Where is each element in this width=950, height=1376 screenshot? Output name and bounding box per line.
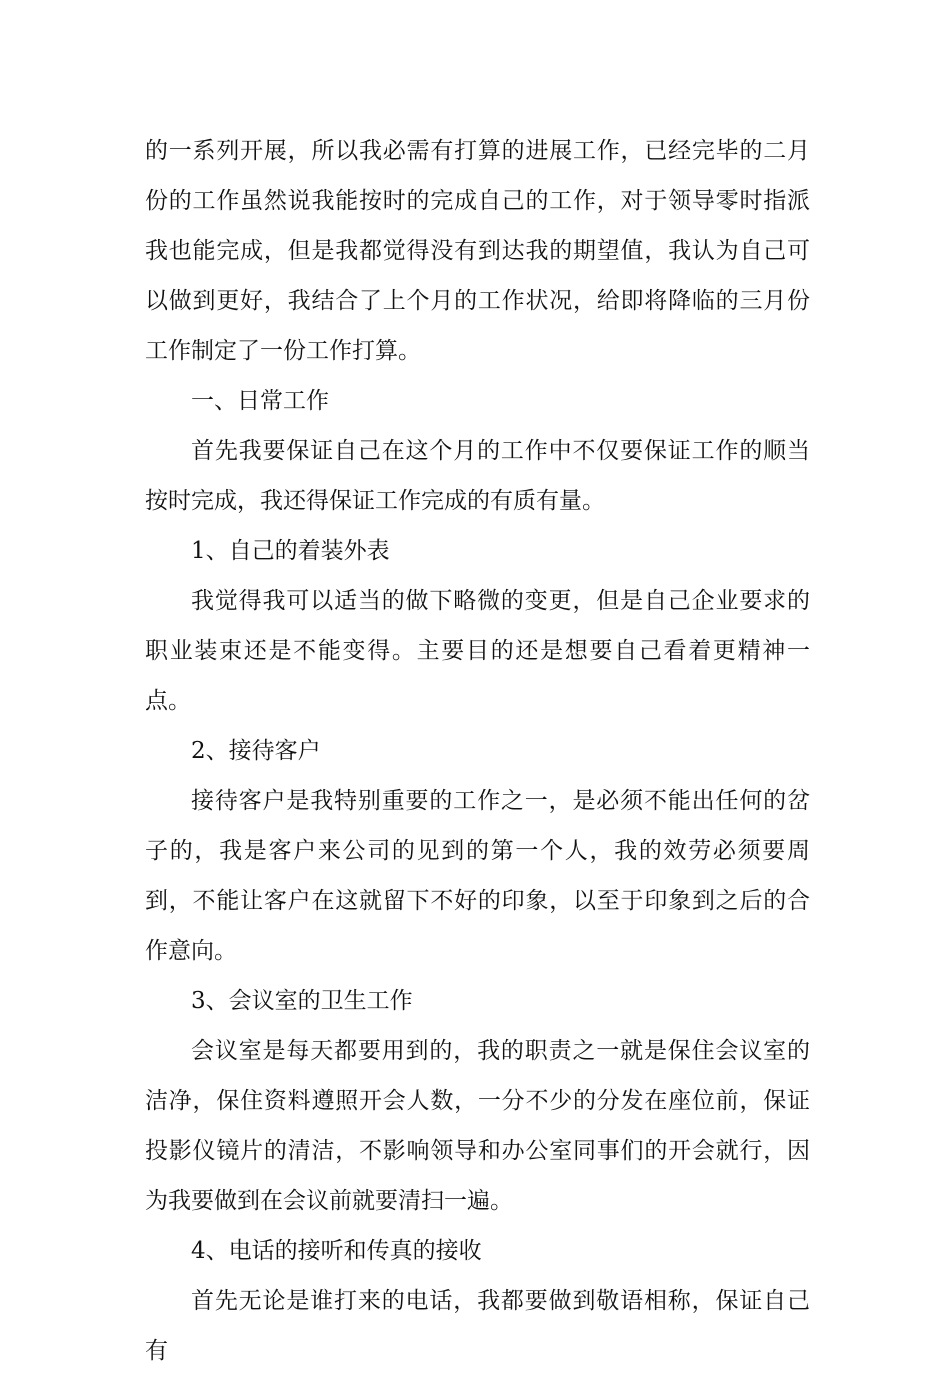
paragraph-meeting-room: 会议室是每天都要用到的，我的职责之一就是保住会议室的洁净，保住资料遵照开会人数，一分不少的分发在座位前，保证投影仪镜片的清洁，不影响领导和办公室同事们的开会就行，因为我要做到在会议前就要清扫一遍。 bbox=[145, 1038, 810, 1214]
subheading-phone-fax: 4、电话的接听和传真的接收 bbox=[191, 1238, 482, 1264]
subheading-reception: 2、接待客户 bbox=[191, 738, 321, 764]
document-body bbox=[145, 126, 810, 1376]
paragraph-reception: 接待客户是我特别重要的工作之一，是必须不能出任何的岔子的，我是客户来公司的见到的第一个人，我的效劳必须要周到，不能让客户在这就留下不好的印象，以至于印象到之后的合作意向。 bbox=[145, 788, 810, 964]
subheading-meeting-room: 3、会议室的卫生工作 bbox=[191, 988, 413, 1014]
paragraph-daily-work: 首先我要保证自己在这个月的工作中不仅要保证工作的顺当按时完成，我还得保证工作完成的有质有量。 bbox=[145, 438, 810, 514]
subheading-appearance: 1、自己的着装外表 bbox=[191, 538, 390, 564]
paragraph-appearance: 我觉得我可以适当的做下略微的变更，但是自己企业要求的职业装束还是不能变得。主要目的还是想要自己看着更精神一点。 bbox=[145, 588, 810, 714]
paragraph-phone-fax: 首先无论是谁打来的电话，我都要做到敬语相称，保证自己有 bbox=[145, 1288, 810, 1364]
section-heading-daily-work: 一、日常工作 bbox=[191, 388, 329, 414]
paragraph-continuation: 的一系列开展，所以我必需有打算的进展工作，已经完毕的二月份的工作虽然说我能按时的完成自己的工作，对于领导零时指派我也能完成，但是我都觉得没有到达我的期望值，我认为自己可以做到更好，我结合了上个月的工作状况，给即将降临的三月份工作制定了一份工作打算。 bbox=[145, 138, 810, 364]
